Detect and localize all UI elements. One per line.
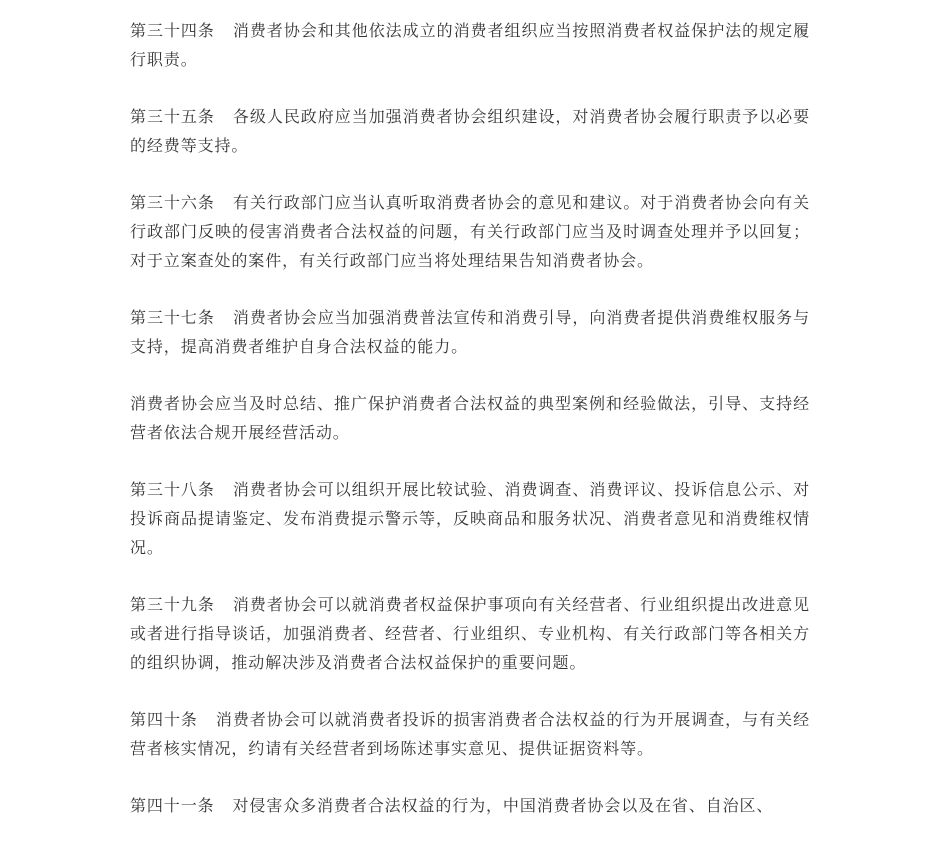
article-text: 对侵害众多消费者合法权益的行为，中国消费者协会以及在省、自治区、 — [232, 796, 774, 815]
article-text: 消费者协会可以就消费者投诉的损害消费者合法权益的行为开展调查，与有关经营者核实情况，约请有关经营者到场陈述事实意见、提供证据资料等。 — [130, 710, 810, 758]
article-number: 第三十九条 — [130, 595, 215, 614]
article-text: 各级人民政府应当加强消费者协会组织建设，对消费者协会履行职责予以必要的经费等支持。 — [130, 107, 810, 155]
paragraph-41 — [130, 791, 810, 820]
article-number: 第三十五条 — [130, 107, 215, 126]
paragraph-37 — [130, 303, 810, 361]
article-text: 消费者协会和其他依法成立的消费者组织应当按照消费者权益保护法的规定履行职责。 — [130, 21, 810, 69]
article-text: 消费者协会可以组织开展比较试验、消费调查、消费评议、投诉信息公示、对投诉商品提请鉴定、发布消费提示警示等，反映商品和服务状况、消费者意见和消费维权情况。 — [130, 480, 810, 557]
article-number: 第四十一条 — [130, 796, 215, 815]
article-text: 消费者协会应当加强消费普法宣传和消费引导，向消费者提供消费维权服务与支持，提高消费者维护自身合法权益的能力。 — [130, 308, 810, 356]
paragraph-40 — [130, 705, 810, 763]
paragraph-37-part-2 — [130, 389, 810, 447]
article-text: 消费者协会应当及时总结、推广保护消费者合法权益的典型案例和经验做法，引导、支持经营者依法合规开展经营活动。 — [130, 394, 810, 442]
article-number: 第四十条 — [130, 710, 198, 729]
paragraph-39 — [130, 590, 810, 677]
article-number: 第三十八条 — [130, 480, 215, 499]
article-number: 第三十七条 — [130, 308, 215, 327]
paragraph-34 — [130, 16, 810, 74]
article-number: 第三十四条 — [130, 21, 215, 40]
article-number: 第三十六条 — [130, 193, 215, 212]
paragraph-38 — [130, 475, 810, 562]
article-text: 有关行政部门应当认真听取消费者协会的意见和建议。对于消费者协会向有关行政部门反映的侵害消费者合法权益的问题，有关行政部门应当及时调查处理并予以回复；对于立案查处的案件，有关行政部门应当将处理结果告知消费者协会。 — [130, 193, 810, 270]
paragraph-36 — [130, 188, 810, 275]
article-text: 消费者协会可以就消费者权益保护事项向有关经营者、行业组织提出改进意见或者进行指导谈话，加强消费者、经营者、行业组织、专业机构、有关行政部门等各相关方的组织协调，推动解决涉及消费者合法权益保护的重要问题。 — [130, 595, 810, 672]
paragraph-35 — [130, 102, 810, 160]
article-body — [130, 16, 810, 848]
